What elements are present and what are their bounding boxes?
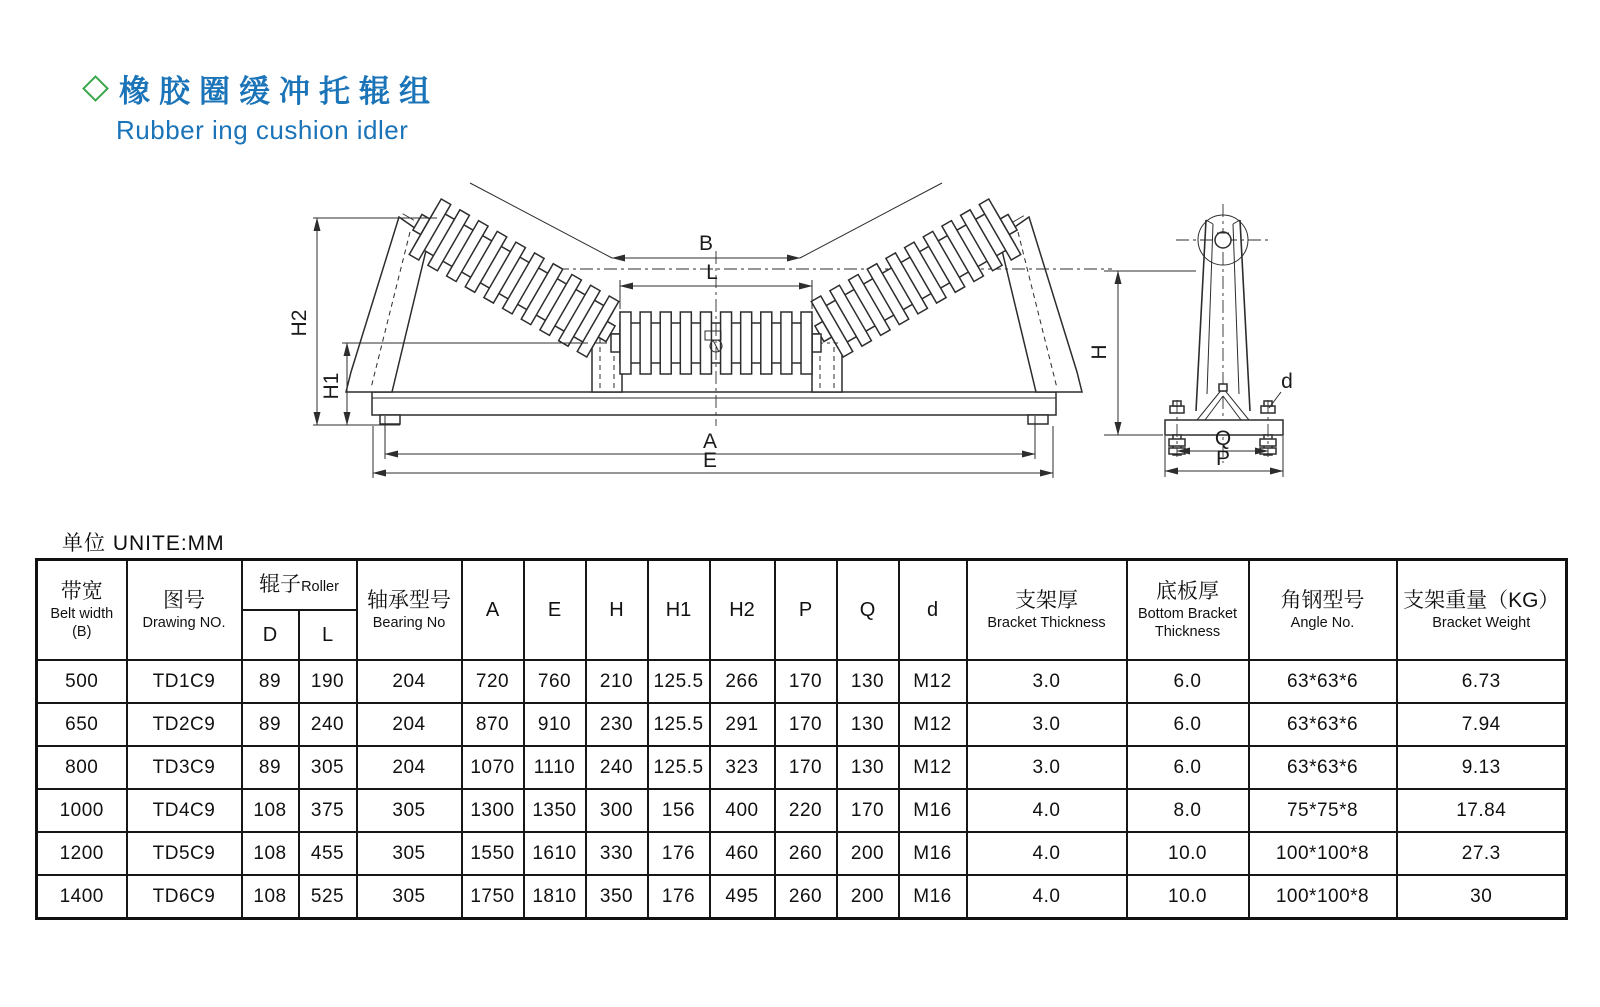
dim-label-a: A bbox=[702, 430, 718, 453]
table-cell: 9.13 bbox=[1397, 746, 1567, 789]
table-cell: 1810 bbox=[524, 875, 586, 919]
table-cell: 240 bbox=[299, 703, 357, 746]
col-bottom-en2: Thickness bbox=[1154, 624, 1221, 641]
dim-label-q: Q bbox=[1214, 427, 1232, 450]
table-cell: 108 bbox=[242, 832, 299, 875]
dim-label-l: L bbox=[706, 261, 718, 284]
table-cell: 190 bbox=[299, 660, 357, 703]
table-row bbox=[37, 832, 1567, 875]
table-cell: 4.0 bbox=[967, 875, 1127, 919]
col-e: E bbox=[524, 560, 586, 661]
table-cell: 305 bbox=[299, 746, 357, 789]
col-bracket-en: Bracket Thickness bbox=[987, 615, 1106, 632]
table-cell: 500 bbox=[37, 660, 127, 703]
table-cell: 8.0 bbox=[1127, 789, 1249, 832]
table-cell: 400 bbox=[710, 789, 775, 832]
table-cell: TD6C9 bbox=[127, 875, 242, 919]
table-cell: 204 bbox=[357, 746, 462, 789]
col-q: Q bbox=[837, 560, 899, 661]
table-row bbox=[37, 703, 1567, 746]
col-angle-zh: 角钢型号 bbox=[1280, 588, 1365, 612]
table-cell: 720 bbox=[462, 660, 524, 703]
table-cell: 100*100*8 bbox=[1249, 832, 1397, 875]
col-bottom-bracket bbox=[1127, 560, 1249, 661]
table-cell: M12 bbox=[899, 660, 967, 703]
table-row bbox=[37, 660, 1567, 703]
table-cell: 910 bbox=[524, 703, 586, 746]
col-h: H bbox=[586, 560, 648, 661]
table-cell: 460 bbox=[710, 832, 775, 875]
page-title-en: Rubber ing cushion idler bbox=[116, 115, 409, 145]
col-h1: H1 bbox=[648, 560, 710, 661]
table-cell: 291 bbox=[710, 703, 775, 746]
table-cell: 1110 bbox=[524, 746, 586, 789]
col-bearing-zh: 轴承型号 bbox=[367, 588, 451, 612]
col-drawing-en: Drawing NO. bbox=[142, 615, 226, 632]
table-cell: 130 bbox=[837, 660, 899, 703]
spec-table-body bbox=[37, 660, 1567, 919]
table-cell: M12 bbox=[899, 703, 967, 746]
table-row bbox=[37, 875, 1567, 919]
col-drawing-zh: 图号 bbox=[163, 588, 205, 612]
table-cell: 1000 bbox=[37, 789, 127, 832]
table-cell: 305 bbox=[357, 832, 462, 875]
col-angle-no bbox=[1249, 560, 1397, 661]
dim-label-h: H bbox=[1088, 344, 1111, 360]
col-roller-l: L bbox=[299, 610, 357, 660]
table-cell: 17.84 bbox=[1397, 789, 1567, 832]
table-cell: 1400 bbox=[37, 875, 127, 919]
table-cell: 495 bbox=[710, 875, 775, 919]
table-cell: 6.0 bbox=[1127, 746, 1249, 789]
col-belt-zh: 带宽 bbox=[60, 579, 103, 603]
col-roller bbox=[242, 560, 357, 611]
table-cell: 220 bbox=[775, 789, 837, 832]
table-cell: 170 bbox=[775, 660, 837, 703]
table-cell: 176 bbox=[648, 832, 710, 875]
table-cell: 4.0 bbox=[967, 832, 1127, 875]
table-cell: 305 bbox=[357, 789, 462, 832]
table-cell: 204 bbox=[357, 660, 462, 703]
table-cell: TD4C9 bbox=[127, 789, 242, 832]
table-cell: 1610 bbox=[524, 832, 586, 875]
col-bottom-zh: 底板厚 bbox=[1156, 579, 1219, 603]
table-cell: 63*63*6 bbox=[1249, 703, 1397, 746]
table-cell: 204 bbox=[357, 703, 462, 746]
side-view bbox=[1088, 204, 1293, 477]
table-cell: 170 bbox=[837, 789, 899, 832]
table-cell: 6.0 bbox=[1127, 703, 1249, 746]
table-cell: 125.5 bbox=[648, 703, 710, 746]
table-cell: M12 bbox=[899, 746, 967, 789]
table-cell: 125.5 bbox=[648, 660, 710, 703]
table-cell: 870 bbox=[462, 703, 524, 746]
spec-table bbox=[35, 558, 1568, 920]
col-roller-label: 辊子Roller bbox=[259, 572, 339, 596]
col-angle-en: Angle No. bbox=[1290, 615, 1355, 632]
table-cell: 305 bbox=[357, 875, 462, 919]
table-cell: 525 bbox=[299, 875, 357, 919]
title-block bbox=[86, 66, 439, 146]
table-cell: 3.0 bbox=[967, 703, 1127, 746]
table-cell: 89 bbox=[242, 703, 299, 746]
table-cell: 260 bbox=[775, 832, 837, 875]
table-cell: 323 bbox=[710, 746, 775, 789]
table-cell: TD3C9 bbox=[127, 746, 242, 789]
table-cell: 1300 bbox=[462, 789, 524, 832]
page-title-zh: 橡胶圈缓冲托辊组 bbox=[119, 74, 439, 109]
table-cell: 3.0 bbox=[967, 746, 1127, 789]
table-cell: 89 bbox=[242, 660, 299, 703]
table-cell: 455 bbox=[299, 832, 357, 875]
col-weight-en: Bracket Weight bbox=[1432, 615, 1531, 632]
dim-label-e: E bbox=[702, 449, 718, 472]
table-cell: 4.0 bbox=[967, 789, 1127, 832]
table-cell: 300 bbox=[586, 789, 648, 832]
col-a: A bbox=[462, 560, 524, 661]
col-bracket-zh: 支架厚 bbox=[1015, 588, 1078, 612]
col-roller-d: D bbox=[242, 610, 299, 660]
dim-label-p: P bbox=[1215, 447, 1231, 470]
col-belt-width bbox=[37, 560, 127, 661]
unit-note: 单位 UNITE:MM bbox=[62, 532, 225, 555]
table-cell: 75*75*8 bbox=[1249, 789, 1397, 832]
table-cell: 156 bbox=[648, 789, 710, 832]
table-cell: 3.0 bbox=[967, 660, 1127, 703]
table-cell: 100*100*8 bbox=[1249, 875, 1397, 919]
table-row bbox=[37, 746, 1567, 789]
col-h2: H2 bbox=[710, 560, 775, 661]
dim-B bbox=[470, 183, 942, 258]
table-cell: 108 bbox=[242, 789, 299, 832]
table-cell: 10.0 bbox=[1127, 832, 1249, 875]
col-bearing-en: Bearing No bbox=[372, 615, 446, 632]
table-cell: 10.0 bbox=[1127, 875, 1249, 919]
col-d: d bbox=[899, 560, 967, 661]
table-cell: 200 bbox=[837, 832, 899, 875]
table-cell: M16 bbox=[899, 789, 967, 832]
base-frame bbox=[372, 392, 1056, 424]
table-cell: 176 bbox=[648, 875, 710, 919]
dim-label-b: B bbox=[698, 232, 714, 255]
table-cell: 89 bbox=[242, 746, 299, 789]
table-cell: 1200 bbox=[37, 832, 127, 875]
dim-label-d: d bbox=[1281, 370, 1293, 393]
table-cell: 1070 bbox=[462, 746, 524, 789]
table-cell: 200 bbox=[837, 875, 899, 919]
col-p: P bbox=[775, 560, 837, 661]
table-cell: 260 bbox=[775, 875, 837, 919]
table-cell: M16 bbox=[899, 875, 967, 919]
table-cell: 63*63*6 bbox=[1249, 660, 1397, 703]
technical-drawing bbox=[0, 158, 1600, 508]
col-drawing-no bbox=[127, 560, 242, 661]
technical-drawing-svg bbox=[0, 158, 1600, 508]
table-cell: 63*63*6 bbox=[1249, 746, 1397, 789]
table-cell: 6.73 bbox=[1397, 660, 1567, 703]
table-cell: 108 bbox=[242, 875, 299, 919]
table-cell: 240 bbox=[586, 746, 648, 789]
table-cell: 170 bbox=[775, 746, 837, 789]
table-cell: 6.0 bbox=[1127, 660, 1249, 703]
col-belt-sub: (B) bbox=[72, 624, 92, 641]
col-bearing bbox=[357, 560, 462, 661]
table-cell: 330 bbox=[586, 832, 648, 875]
table-cell: 1750 bbox=[462, 875, 524, 919]
table-cell: 27.3 bbox=[1397, 832, 1567, 875]
table-cell: 350 bbox=[586, 875, 648, 919]
table-cell: 130 bbox=[837, 703, 899, 746]
col-bracket-weight bbox=[1397, 560, 1567, 661]
table-cell: 130 bbox=[837, 746, 899, 789]
table-cell: 210 bbox=[586, 660, 648, 703]
table-cell: M16 bbox=[899, 832, 967, 875]
table-cell: 125.5 bbox=[648, 746, 710, 789]
main-view bbox=[288, 183, 1112, 478]
dim-label-h2: H2 bbox=[288, 309, 311, 337]
table-cell: 375 bbox=[299, 789, 357, 832]
col-bracket-thickness bbox=[967, 560, 1127, 661]
table-cell: 266 bbox=[710, 660, 775, 703]
table-cell: 30 bbox=[1397, 875, 1567, 919]
table-cell: 1350 bbox=[524, 789, 586, 832]
table-cell: 1550 bbox=[462, 832, 524, 875]
table-cell: 760 bbox=[524, 660, 586, 703]
table-cell: 230 bbox=[586, 703, 648, 746]
table-cell: 170 bbox=[775, 703, 837, 746]
col-bottom-en1: Bottom Bracket bbox=[1137, 606, 1238, 622]
table-cell: 650 bbox=[37, 703, 127, 746]
col-belt-en: Belt width bbox=[50, 606, 114, 622]
table-cell: 800 bbox=[37, 746, 127, 789]
table-row bbox=[37, 789, 1567, 832]
table-cell: TD5C9 bbox=[127, 832, 242, 875]
col-weight-zh: 支架重量（KG） bbox=[1403, 588, 1560, 612]
dim-label-h1: H1 bbox=[320, 372, 343, 400]
diamond-icon bbox=[82, 75, 109, 102]
table-cell: 7.94 bbox=[1397, 703, 1567, 746]
table-cell: TD2C9 bbox=[127, 703, 242, 746]
table-cell: TD1C9 bbox=[127, 660, 242, 703]
